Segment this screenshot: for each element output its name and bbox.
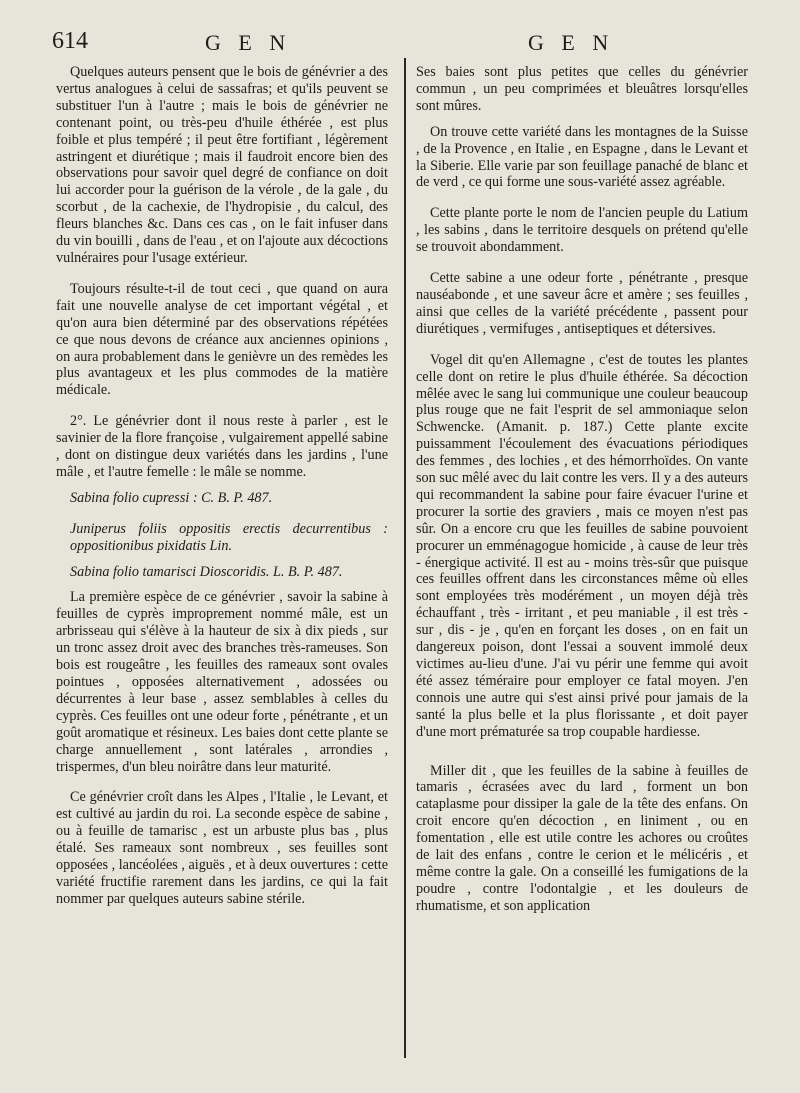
paragraph: Ses baies sont plus petites que celles du génévrier commun , un peu comprimées et bleuâtres lorsqu'elles sont mûres. <box>416 64 748 114</box>
paragraph: On trouve cette variété dans les montagnes de la Suisse , de la Provence , en Italie , en Espagne , dans le Levant et la Siberie. Elle varie par son feuillage panaché de blanc et de verd , ce qui forme une sous-variété assez agréable. <box>416 123 748 191</box>
running-head-left: G E N <box>205 30 292 55</box>
paragraph: La première espèce de ce génévrier , savoir la sabine à feuilles de cyprès improprement nommé mâle, est un arbrisseau qui s'élève à la hauteur de six à dix pieds , sur un tronc assez droit avec des branches très-rameuses. Son bois est rougeâtre , les feuilles des rameaux sont ovales pointues , opposées alternativement , adossées ou décurrentes à leur base , assez semblables à celles du cyprès. Ces feuilles ont une odeur forte , pénétrante , et un goût aromatique et résineux. Les baies dont cette plante se charge annuellement , sont latérales , arrondies , trispermes, d'un bleu noirâtre dans leur maturité. <box>56 589 388 775</box>
right-column <box>416 64 748 924</box>
botanical-name: Sabina folio tamarisci Dioscoridis. L. B. P. 487. <box>70 563 343 580</box>
left-column <box>56 64 388 917</box>
botanical-name: Juniperus foliis oppositis erectis decurrentibus : oppositionibus pixidatis Lin. <box>70 520 388 554</box>
paragraph: Vogel dit qu'en Allemagne , c'est de toutes les plantes celle dont on retire le plus d'huile éthérée. Sa décoction mêlée avec le sang lui communique une couleur beaucoup plus rouge que ne fait l'esprit de sel ammoniaque selon Schwencke. (Amanit. p. 187.) Cette plante excite puissamment l'écoulement des évacuations périodiques des femmes , des lochies , et des hémorrhoïdes. On vante son suc mêlé avec du lait contre les vers. Il y a des auteurs qui recommandent la sabine pour faire évacuer l'urine et procurer la sortie des graviers , mais ce moyen n'est pas sûr. On a encore cru que les feuilles de sabine pouvoient procurer un emménagogue homicide , à cause de leur très - énergique activité. Il est au - moins très-sûr que puisque ces feuilles offrent dans les circonstances même où elles sont employées très modérément , un moyen déjà très échauffant , très - irritant , et peu maniable , il est très - sur , dis - je , qu'en en forçant les doses , on en fait un dangereux poison, dont l'essai a souvent immolé deux victimes au-lieu d'une. J'ai vu périr une femme qui avoit été assez téméraire pour employer ce fatal moyen. J'en connois une autre qui s'est ainsi privé pour jamais de la santé la plus belle et la plus florissante , et doit payer d'une mort prématurée sa trop coupable hardiesse. <box>416 351 748 740</box>
running-head-right: G E N <box>528 30 615 55</box>
paragraph: 2°. Le génévrier dont il nous reste à parler , est le savinier de la flore françoise , vulgairement appellé sabine , dont on distingue deux variétés dans les jardins , l'une mâle , et l'autre femelle : le mâle se nomme. <box>56 413 388 480</box>
paragraph: Cette plante porte le nom de l'ancien peuple du Latium , les sabins , dans le territoire desquels on prétend qu'elle se trouvoit abondamment. <box>416 205 748 256</box>
paragraph: Toujours résulte-t-il de tout ceci , que quand on aura fait une nouvelle analyse de cet important végétal , et qu'on aura bien déterminé par des observations répétées ce que nous devons de créance aux anciennes opinions , on aura probablement dans le genièvre un des remèdes les plus avantageux et les plus commodes de la matière médicale. <box>56 280 388 399</box>
page-header <box>0 28 800 62</box>
paragraph: Miller dit , que les feuilles de la sabine à feuilles de tamaris , écrasées avec du lard , forment un bon cataplasme pour dissiper la gale de la tête des enfans. On croit encore qu'en décoction , en liniment , ou en fomentation , elle est utile contre les achores ou croûtes de lait des enfans , contre le cerion et le mélicéris , et même contre la gale. On a conseillé les fumigations de la poudre , contre l'odontalgie , et les douleurs de rhumatisme, et son application <box>416 762 748 914</box>
column-divider <box>404 58 406 1058</box>
paragraph: Quelques auteurs pensent que le bois de génévrier a des vertus analogues à celui de sassafras; et qu'ils peuvent se substituer l'un à l'autre ; mais le bois de génévrier ne contenant point, ou très-peu d'huile éthérée , est plus foible et plus tempéré ; il peut être fortifiant , légèrement astringent et diurétique ; mais il faudroit encore bien des observations pour savoir quel degré de confiance on doit lui accorder pour la guérison de la vérole , de la gale , du scorbut , de la cachexie, de l'hydropisie , du calcul, des fleurs blanches &c. Dans ces cas , on le fait infuser dans du vin bouilli , dans de l'eau , et on l'ajoute aux décoctions vulnéraires pour l'usage extérieur. <box>56 64 388 266</box>
paragraph: Cette sabine a une odeur forte , pénétrante , presque nauséabonde , et une saveur âcre et amère ; ses feuilles , ainsi que celles de la variété précédente , passent pour diurétiques , vermifuges , antiseptiques et détersives. <box>416 270 748 337</box>
paragraph: Ce génévrier croît dans les Alpes , l'Italie , le Levant, et est cultivé au jardin du roi. La seconde espèce de sabine , ou à feuille de tamarisc , est un arbuste plus bas , plus étalé. Ses rameaux sont nombreux , ses feuilles sont opposées , lancéolées , aiguës , et à deux ouvertures : cette variété fructifie rarement dans les jardins, ce qui la fait nommer par quelques auteurs sabine stérile. <box>56 789 388 907</box>
botanical-name: Sabina folio cupressi : C. B. P. 487. <box>70 489 273 506</box>
page-number: 614 <box>52 28 88 54</box>
